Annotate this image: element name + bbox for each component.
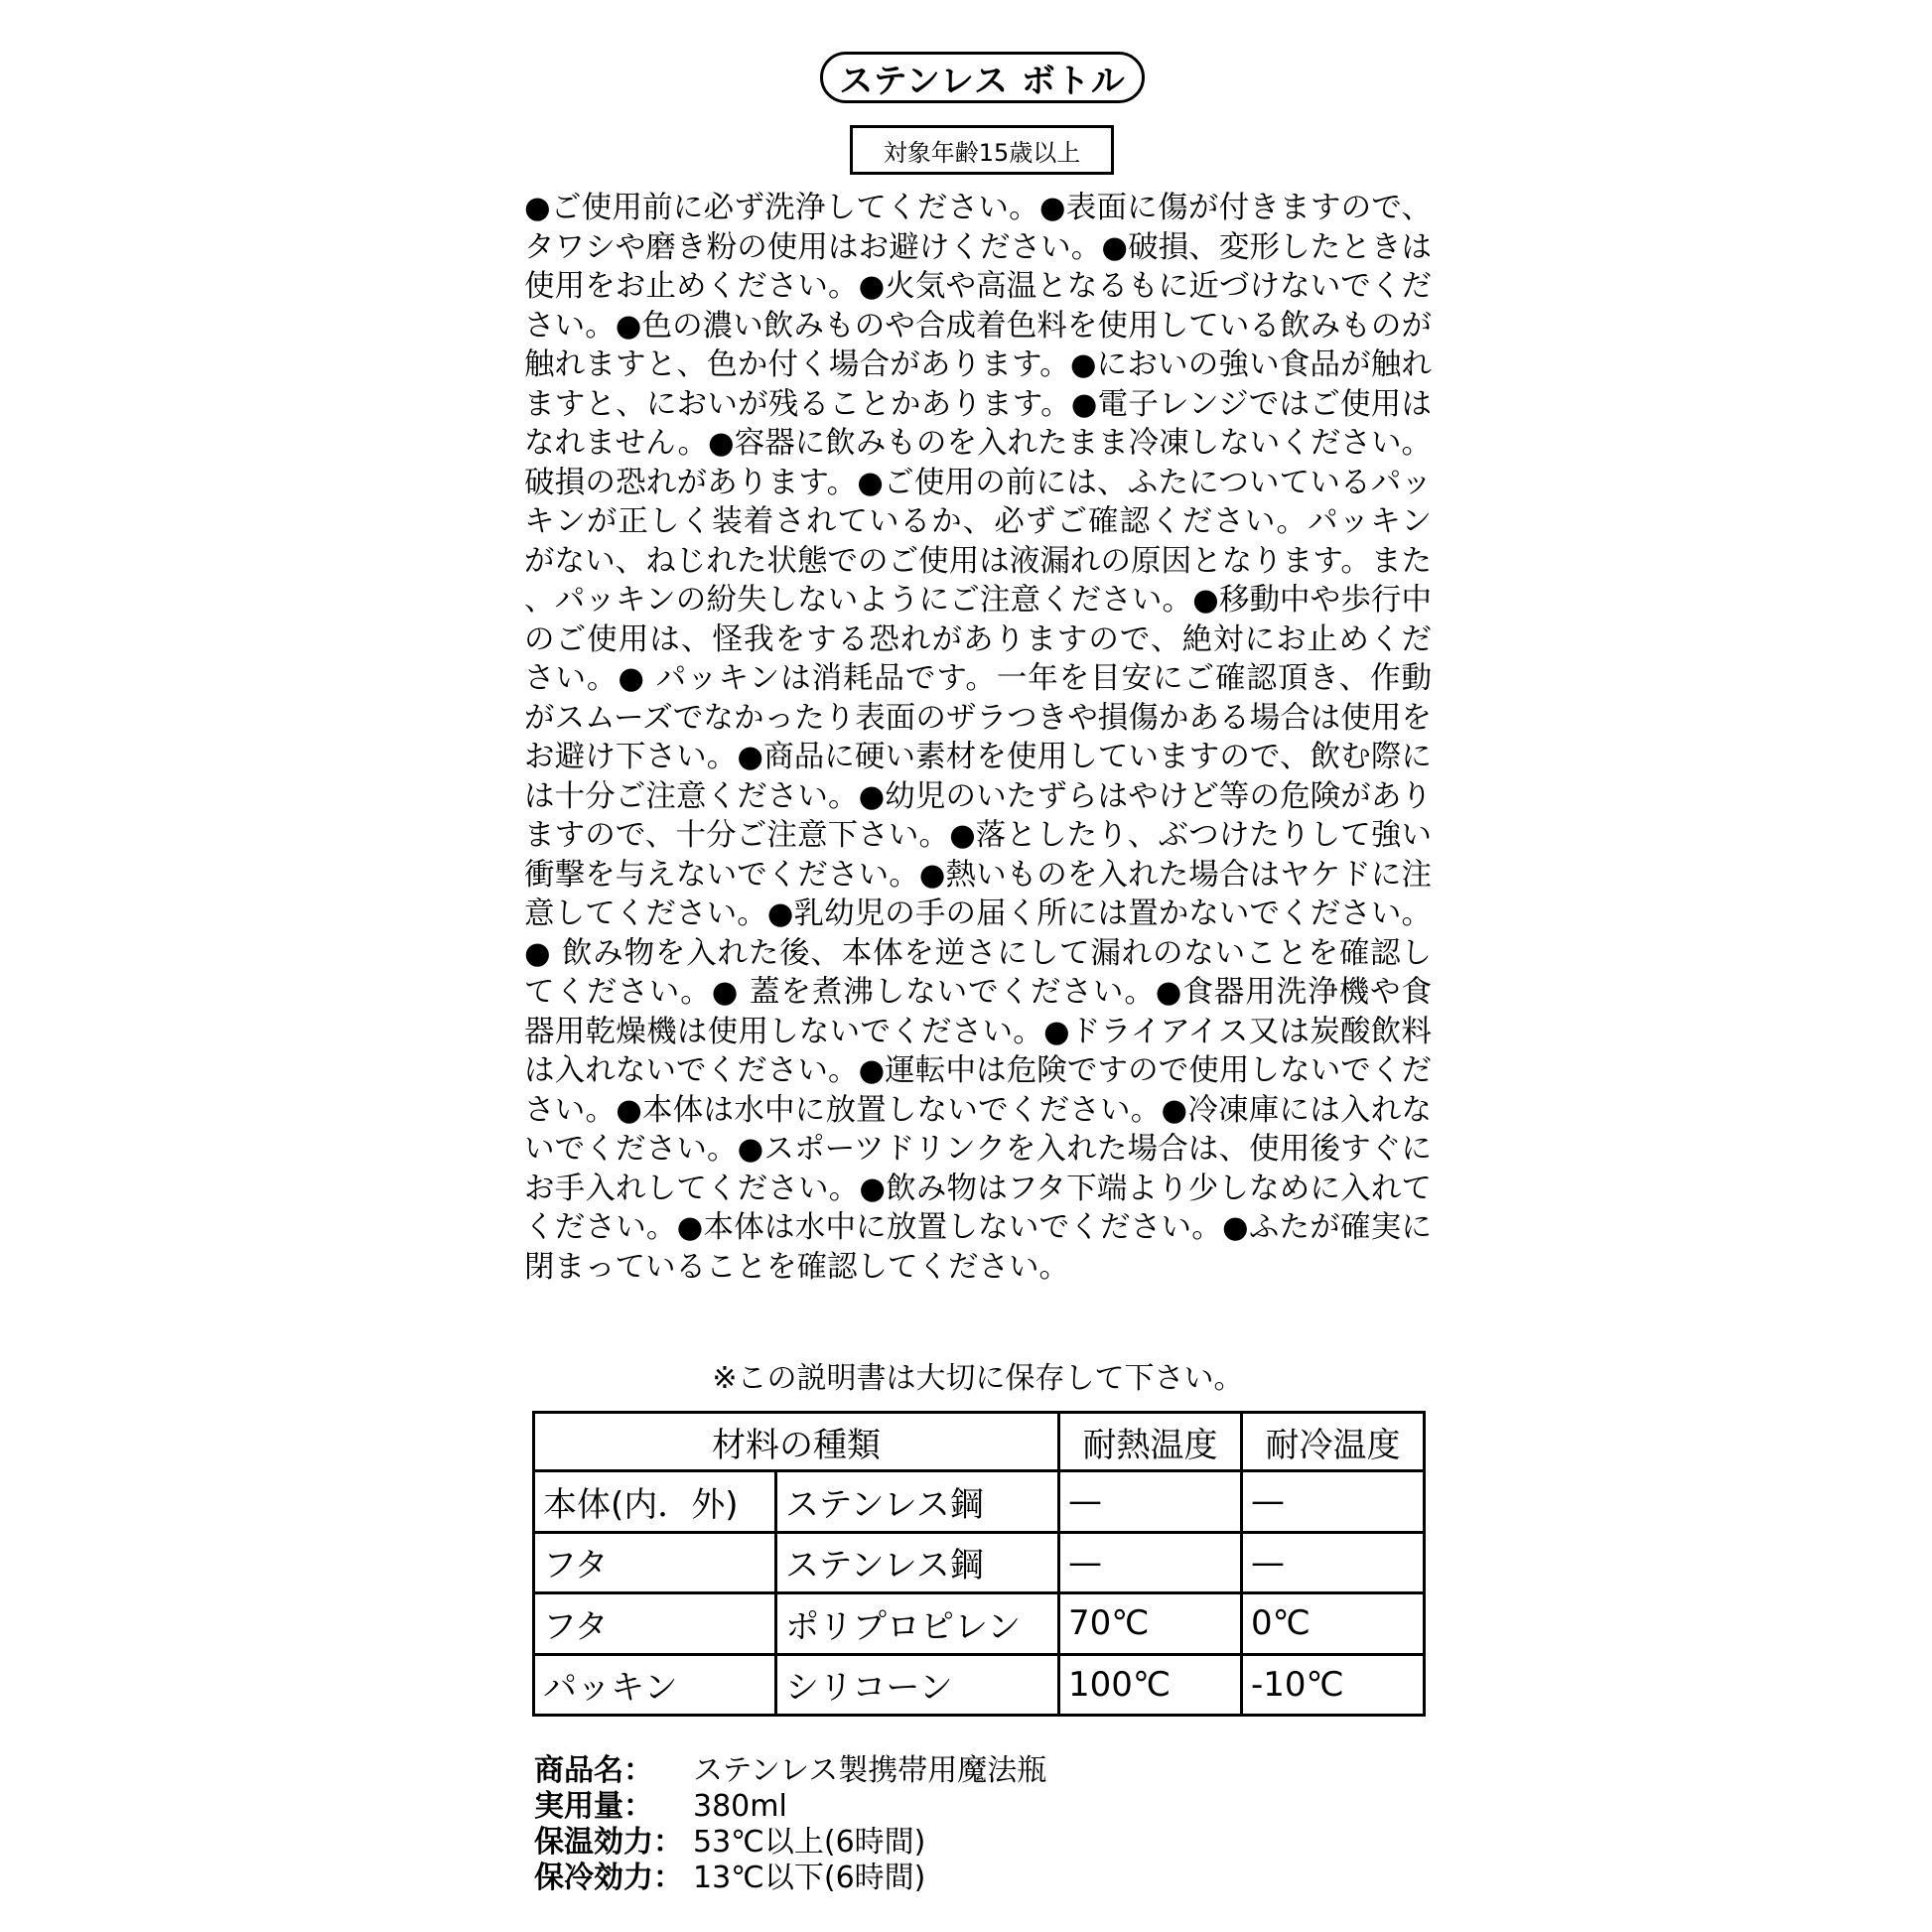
part-cell: 本体(内．外) [534,1471,776,1533]
usage-precautions: ●ご使用前に必ず洗浄してください。●表面に傷が付きますので、タワシや磨き粉の使用はお避けください。●破損、変形したときは使用をお止めください。●火気や高温となるもに近づけないでください。●色の濃い飲みものや合成着色料を使用している飲みものが触れますと、色か付く場合があります。●においの強い食品が触れますと、においが残ることかあります。●電子レンジではご使用はなれません。●容器に飲みものを入れたまま冷凍しないください。破損の恐れがあります。●ご使用の前には、ふたについているパッキンが正しく装着されているか、必ずご確認ください。パッキンがない、ねじれた状態でのご使用は液漏れの原因となります。また、パッキンの紛失しないようにご注意ください。●移動中や歩行中のご使用は、怪我をする恐れがありますので、絶対にお止めください。● パッキンは消耗品です。一年を目安にご確認頂き、作動がスムーズでなかったり表面のザラつきや損傷かある場合は使用をお避け下さい。●商品に硬い素材を使用していますので、飲む際には十分ご注意ください。●幼児のいたずらはやけど等の危険がありますので、十分ご注意下さい。●落としたり、ぶつけたりして強い衝撃を与えないでください。●熱いものを入れた場合はヤケドに注意してください。●乳幼児の手の届く所には置かないでください。● 飲み物を入れた後、本体を逆さにして漏れのないことを確認してください。● 蓋を煮沸しないでください。●食器用洗浄機や食器用乾燥機は使用しないでください。●ドライアイス又は炭酸飲料は入れないでください。●運転中は危険ですので使用しないでください。●本体は水中に放置しないでください。●冷凍庫には入れないでください。●スポーツドリンクを入れた場合は、使用後すぐにお手入れしてください。●飲み物はフタ下端より少しなめに入れてください。●本体は水中に放置しないでください。●ふたが確実に閉まっていることを確認してください。 [524,191,1433,1285]
info-label: 保温効力： [534,1825,683,1860]
material-cell: ステンレス鋼 [776,1532,1059,1593]
product-title: ステンレス ボトル [820,52,1145,103]
part-cell: フタ [534,1532,776,1593]
material-cell: ポリプロピレン [776,1593,1059,1655]
heat-cell: 100℃ [1059,1654,1242,1716]
heat-cell: — [1059,1471,1242,1533]
cold-retention-row [534,1861,1046,1896]
info-value: 13℃以下(6時間) [693,1861,926,1895]
header-cold-resistance: 耐冷温度 [1242,1413,1425,1471]
table-row [534,1593,1425,1655]
age-notice: 対象年齢15歳以上 [850,125,1114,175]
table-header-row [534,1413,1425,1471]
cold-cell: — [1242,1471,1425,1533]
info-label: 保冷効力： [534,1861,683,1895]
part-cell: フタ [534,1593,776,1655]
cold-cell: — [1242,1532,1425,1593]
materials-table [532,1411,1426,1717]
info-label: 商品名： [534,1753,653,1788]
cold-cell: -10℃ [1242,1654,1425,1716]
info-label: 実用量： [534,1789,653,1824]
info-value: 380ml [693,1789,787,1824]
product-info [534,1753,1046,1896]
table-row [534,1471,1425,1533]
header-heat-resistance: 耐熱温度 [1059,1413,1242,1471]
material-cell: シリコーン [776,1654,1059,1716]
header-material: 材料の種類 [534,1413,1059,1471]
info-value: ステンレス製携帯用魔法瓶 [693,1753,1047,1788]
heat-retention-row [534,1825,1046,1861]
part-cell: パッキン [534,1654,776,1716]
capacity-row [534,1789,1046,1825]
table-row [534,1654,1425,1716]
heat-cell: — [1059,1532,1242,1593]
table-row [534,1532,1425,1593]
heat-cell: 70℃ [1059,1593,1242,1655]
keep-instructions-note: ※この説明書は大切に保存して下さい。 [712,1361,1244,1396]
cold-cell: 0℃ [1242,1593,1425,1655]
product-name-row [534,1753,1046,1789]
info-value: 53℃以上(6時間) [693,1825,926,1860]
material-cell: ステンレス鋼 [776,1471,1059,1533]
